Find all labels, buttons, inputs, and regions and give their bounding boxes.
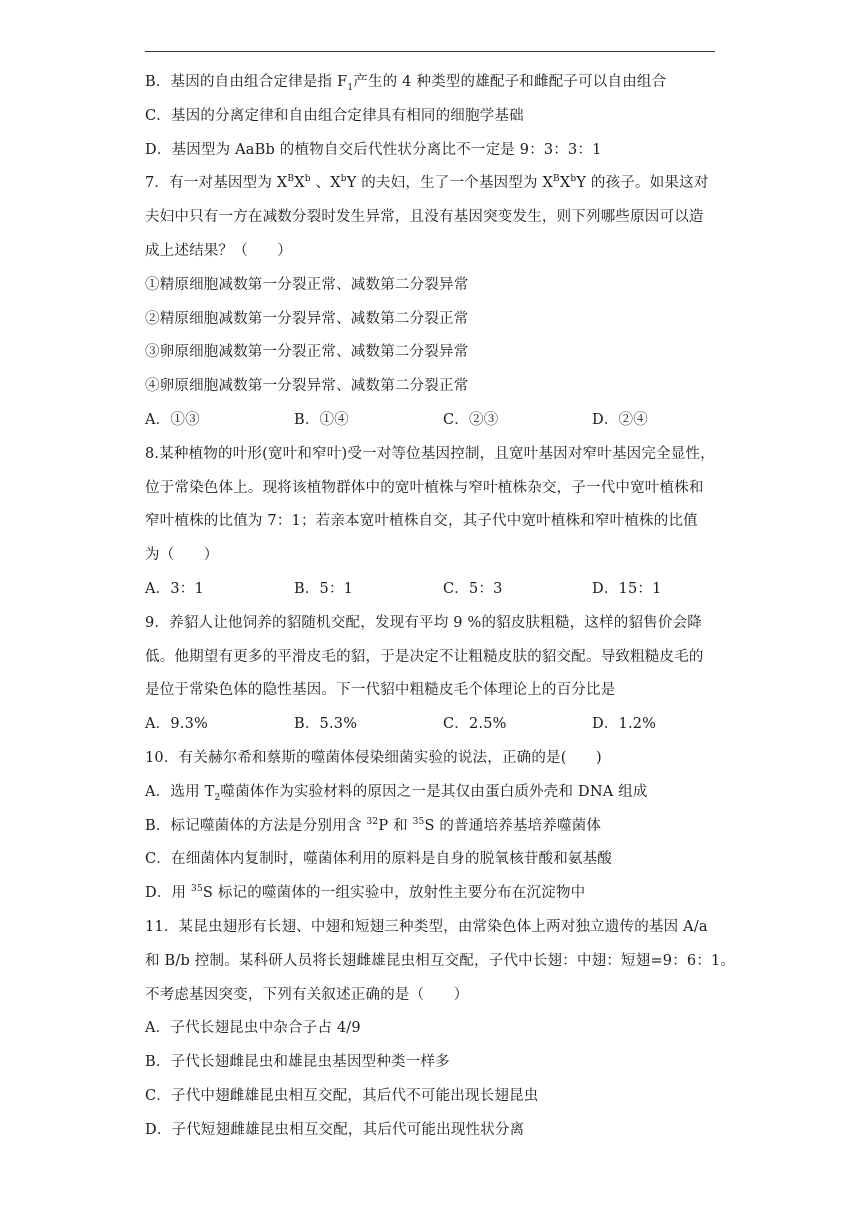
q11-stem-line1: 11．某昆虫翅形有长翅、中翅和短翅三种类型，由常染色体上两对独立遗传的基因 A/a [145, 918, 708, 935]
q9-stem-line2: 低。他期望有更多的平滑皮毛的貂，于是决定不让粗糙皮肤的貂交配。导致粗糙皮毛的 [145, 648, 704, 665]
q9-option-c: C．2.5% [443, 716, 507, 733]
q11-option-b: B．子代长翅雌昆虫和雄昆虫基因型种类一样多 [145, 1054, 450, 1071]
q8-stem-line1: 8.某种植物的叶形(宽叶和窄叶)受一对等位基因控制，且宽叶基因对窄叶基因完全显性， [145, 445, 715, 462]
q9-options [145, 708, 720, 742]
q6-option-c: C．基因的分离定律和自由组合定律具有相同的细胞学基础 [145, 107, 524, 124]
page-content [145, 66, 736, 1148]
q11-option-a: A．子代长翅昆虫中杂合子占 4/9 [145, 1020, 361, 1037]
q7-option-d: D．②④ [592, 411, 648, 428]
q9-option-b: B．5.3% [294, 716, 358, 733]
q11-stem-line2: 和 B/b 控制。某科研人员将长翅雌雄昆虫相互交配，子代中长翅：中翅：短翅=9：6：1。 [145, 952, 736, 969]
q8-option-c: C．5：3 [443, 580, 503, 597]
q11-option-c: C．子代中翅雌雄昆虫相互交配，其后代不可能出现长翅昆虫 [145, 1087, 539, 1104]
q7-option-c: C．②③ [443, 411, 499, 428]
q7-options [145, 404, 720, 438]
q10-stem: 10．有关赫尔希和蔡斯的噬菌体侵染细菌实验的说法，正确的是( ) [145, 749, 602, 766]
q7-stem-line2: 夫妇中只有一方在减数分裂时发生异常，且没有基因突变发生，则下列哪些原因可以造 [145, 209, 704, 226]
q8-option-d: D．15：1 [592, 580, 662, 597]
q7-item-3: ③卵原细胞减数第一分裂正常、减数第二分裂异常 [145, 344, 469, 361]
q8-option-a: A．3：1 [145, 580, 204, 597]
q10-option-b: B．标记噬菌体的方法是分别用含 $^{32}$P 和 $^{35}$S 的普通培养基培养噬菌体 [145, 816, 602, 834]
q7-item-1: ①精原细胞减数第一分裂正常、减数第二分裂异常 [145, 276, 469, 293]
header-rule [145, 51, 715, 52]
q7-item-4: ④卵原细胞减数第一分裂异常、减数第二分裂正常 [145, 378, 469, 395]
q9-option-a: A．9.3% [145, 716, 209, 733]
q8-stem-line2: 位于常染色体上。现将该植物群体中的宽叶植株与窄叶植株杂交，子一代中宽叶植株和 [145, 479, 704, 496]
q8-options [145, 573, 720, 607]
q11-stem-line3: 不考虑基因突变，下列有关叙述正确的是（ ） [145, 986, 469, 1003]
q7-option-b: B．①④ [294, 411, 349, 428]
q8-stem-line4: 为（ ） [145, 547, 219, 564]
q7-stem-line3: 成上述结果？（ ） [145, 242, 292, 259]
q10-option-a: A．选用 $T_2$噬菌体作为实验材料的原因之一是其仅由蛋白质外壳和 DNA 组成 [145, 783, 648, 803]
q8-stem-line3: 窄叶植株的比值为 7：1；若亲本宽叶植株自交，其子代中宽叶植株和窄叶植株的比值 [145, 513, 698, 530]
q11-option-d: D．子代短翅雌雄昆虫相互交配，其后代可能出现性状分离 [145, 1121, 525, 1138]
q7-stem-line1: 7．有一对基因型为 $X^BX^b$ 、$X^bY$ 的夫妇，生了一个基因型为 $X^BX^bY$ 的孩子。如果这对 [145, 174, 709, 192]
q10-option-d: D．用 $^{35}$S 标记的噬菌体的一组实验中，放射性主要分布在沉淀物中 [145, 884, 586, 902]
q9-option-d: D．1.2% [592, 716, 657, 733]
q7-option-a: A．①③ [145, 411, 200, 428]
q9-stem-line3: 是位于常染色体的隐性基因。下一代貂中粗糙皮毛个体理论上的百分比是 [145, 682, 616, 699]
q10-option-c: C．在细菌体内复制时，噬菌体利用的原料是自身的脱氧核苷酸和氨基酸 [145, 851, 612, 868]
q8-option-b: B．5：1 [294, 580, 354, 597]
q6-option-b: B．基因的自由组合定律是指 $F_1$产生的 4 种类型的雄配子和雌配子可以自由组合 [145, 74, 667, 93]
q9-stem-line1: 9．养貂人让他饲养的貂随机交配，发现有平均 9 %的貂皮肤粗糙，这样的貂售价会降 [145, 614, 702, 631]
q6-option-d: D．基因型为 AaBb 的植物自交后代性状分离比不一定是 9：3：3：1 [145, 141, 602, 158]
q7-item-2: ②精原细胞减数第一分裂异常、减数第二分裂正常 [145, 310, 469, 327]
